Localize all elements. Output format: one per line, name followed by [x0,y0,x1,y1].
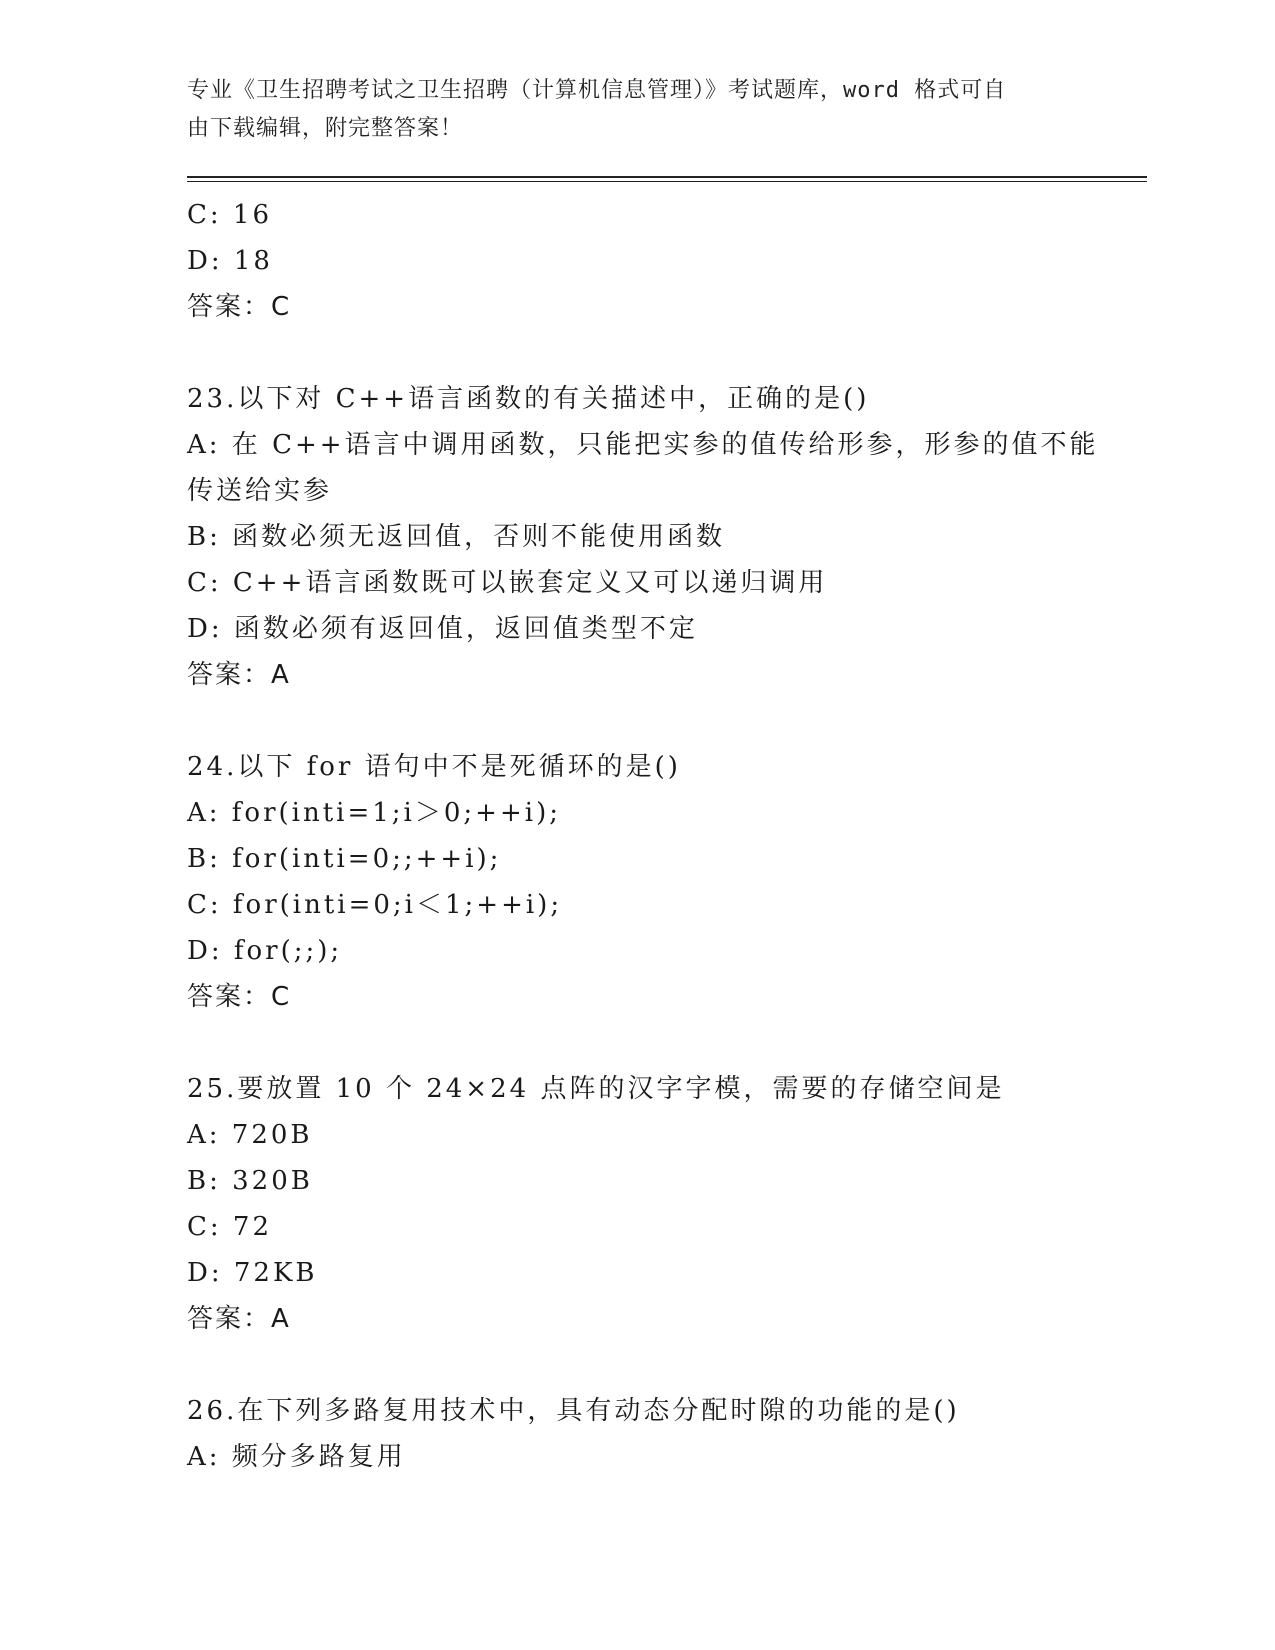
header-divider-thick [187,176,1147,178]
header-divider-thin [187,181,1147,182]
option-d: D: 函数必须有返回值，返回值类型不定 [187,614,698,644]
option-c: C: 16 [187,200,273,230]
option-c: C: for(inti=0;i＜1;++i); [187,890,563,920]
spacer [187,1020,1087,1066]
document-header [187,72,1067,148]
question-26 [187,1388,1087,1480]
document-body [187,192,1099,1480]
option-c: C: 72 [187,1212,273,1242]
question-24 [187,744,1087,1020]
question-text: 24.以下 for 语句中不是死循环的是() [187,752,681,782]
option-b: B: 320B [187,1166,313,1196]
option-c: C: C++语言函数既可以嵌套定义又可以递归调用 [187,568,828,598]
answer-line: 答案：C [187,292,292,322]
option-b: B: 函数必须无返回值，否则不能使用函数 [187,522,726,552]
option-a: A: 720B [187,1120,313,1150]
answer-line: 答案：A [187,660,291,690]
spacer [187,698,1087,744]
spacer [187,330,1087,376]
option-b: B: for(inti=0;;++i); [187,844,502,874]
question-23 [187,376,1099,698]
header-line-1: 专业《卫生招聘考试之卫生招聘（计算机信息管理）》考试题库，word 格式可自 [187,78,1007,103]
answer-line: 答案：C [187,982,292,1012]
option-d: D: 72KB [187,1258,318,1288]
question-text: 25.要放置 10 个 24×24 点阵的汉字字模，需要的存储空间是 [187,1074,1005,1104]
option-a: A: for(inti=1;i＞0;++i); [187,798,561,828]
question-25 [187,1066,1087,1342]
answer-line: 答案：A [187,1304,291,1334]
header-line-2: 由下载编辑，附完整答案！ [187,116,464,141]
option-d: D: 18 [187,246,273,276]
question-text: 26.在下列多路复用技术中，具有动态分配时隙的功能的是() [187,1396,960,1426]
option-d: D: for(;;); [187,936,343,966]
option-a: A: 频分多路复用 [187,1442,406,1472]
option-a: A: 在 C++语言中调用函数，只能把实参的值传给形参，形参的值不能 [187,430,1099,460]
question-text: 23.以下对 C++语言函数的有关描述中，正确的是() [187,384,870,414]
question-22-tail [187,192,1087,330]
option-a-continued: 传送给实参 [187,476,333,506]
spacer [187,1342,1087,1388]
